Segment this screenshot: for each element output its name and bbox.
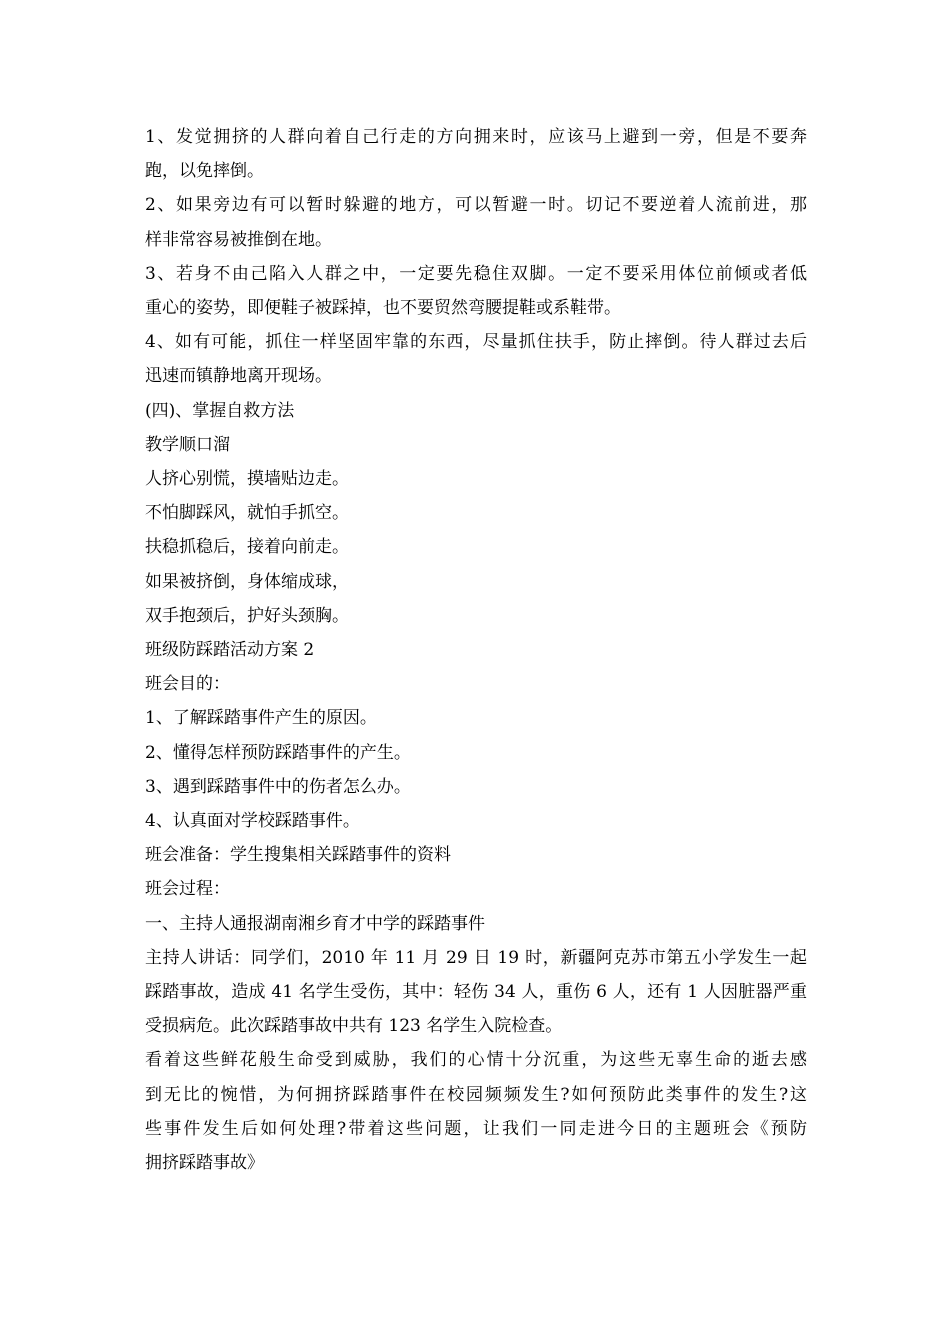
- text-line: 3、遇到踩踏事件中的伤者怎么办。: [145, 776, 411, 797]
- text-line: 跑，以免摔倒。: [145, 161, 264, 182]
- text-line: 迅速而镇静地离开现场。: [145, 366, 332, 387]
- text-line: 2、如果旁边有可以暂时躲避的地方，可以暂避一时。切记不要逆着人流前进，那: [145, 195, 807, 216]
- text-line: 踩踏事故，造成 41 名学生受伤，其中：轻伤 34 人，重伤 6 人，还有 1 人因脏器严重: [145, 982, 807, 1003]
- document-body: [145, 120, 807, 1180]
- text-line: 3、若身不由己陷入人群之中，一定要先稳住双脚。一定不要采用体位前倾或者低: [145, 263, 807, 284]
- text-line: 班会目的：: [145, 674, 230, 695]
- text-line: 教学顺口溜: [145, 434, 230, 455]
- text-line: 班会准备：学生搜集相关踩踏事件的资料: [145, 845, 451, 866]
- text-line: 重心的姿势，即便鞋子被踩掉，也不要贸然弯腰提鞋或系鞋带。: [145, 298, 621, 319]
- text-line: 一、主持人通报湖南湘乡育才中学的踩踏事件: [145, 913, 485, 934]
- text-line: 班级防踩踏活动方案 2: [145, 640, 315, 661]
- text-line: 些事件发生后如何处理?带着这些问题，让我们一同走进今日的主题班会《预防: [145, 1118, 807, 1139]
- text-line: 1、了解踩踏事件产生的原因。: [145, 708, 377, 729]
- text-line: 不怕脚踩风，就怕手抓空。: [145, 503, 349, 524]
- text-line: (四)、掌握自救方法: [145, 400, 295, 421]
- text-line: 双手抱颈后，护好头颈胸。: [145, 605, 349, 626]
- text-line: 2、懂得怎样预防踩踏事件的产生。: [145, 742, 411, 763]
- text-line: 班会过程：: [145, 879, 230, 900]
- text-line: 4、如有可能，抓住一样坚固牢靠的东西，尽量抓住扶手，防止摔倒。待人群过去后: [145, 332, 807, 353]
- text-line: 主持人讲话：同学们，2010 年 11 月 29 日 19 时，新疆阿克苏市第五小学发生一起: [145, 947, 807, 968]
- text-line: 4、认真面对学校踩踏事件。: [145, 811, 360, 832]
- text-line: 扶稳抓稳后，接着向前走。: [145, 537, 349, 558]
- text-line: 1、发觉拥挤的人群向着自己行走的方向拥来时，应该马上避到一旁，但是不要奔: [145, 127, 807, 147]
- text-line: 受损病危。此次踩踏事故中共有 123 名学生入院检查。: [145, 1016, 563, 1037]
- document-page: [145, 120, 807, 1180]
- text-line: 样非常容易被推倒在地。: [145, 229, 332, 250]
- text-line: 如果被挤倒，身体缩成球，: [145, 571, 349, 592]
- text-line: 看着这些鲜花般生命受到威胁，我们的心情十分沉重，为这些无辜生命的逝去感: [145, 1050, 807, 1071]
- text-line: 人挤心别慌，摸墙贴边走。: [145, 469, 349, 490]
- text-line: 到无比的惋惜，为何拥挤踩踏事件在校园频频发生?如何预防此类事件的发生?这: [145, 1084, 807, 1105]
- text-line: 拥挤踩踏事故》: [145, 1153, 264, 1174]
